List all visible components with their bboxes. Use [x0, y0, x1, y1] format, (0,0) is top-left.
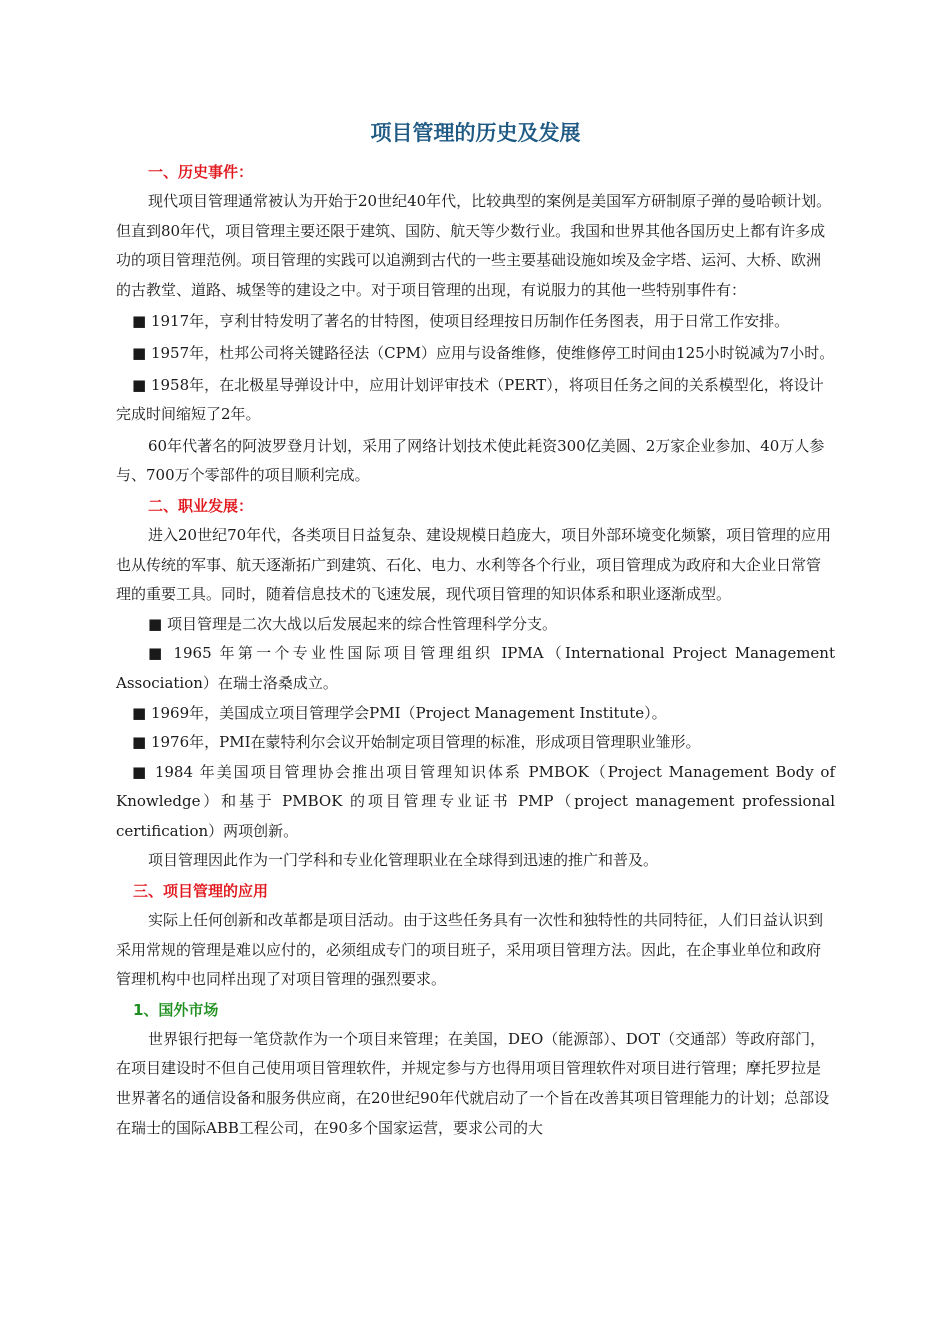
career-bullet-1976: ■ 1976年，PMI在蒙特利尔会议开始制定项目管理的标准，形成项目管理职业雏形。: [132, 733, 701, 752]
application-intro-paragraph: 实际上任何创新和改革都是项目活动。由于这些任务具有一次性和独特性的共同特征，人们日益认识到采用常规的管理是难以应付的，必须组成专门的项目班子，采用项目管理方法。因此，在企事业单位和政府管理机构中也同样出现了对项目管理的强烈要求。: [116, 911, 824, 989]
career-bullet-1984: ■ 1984 年美国项目管理协会推出项目管理知识体系 PMBOK（Project Management Body of Knowledge）和基于 PMBOK 的项目管理专业证书 PMP（project management professional certification）两项创新。: [116, 762, 835, 840]
career-intro-paragraph: 进入20世纪70年代，各类项目日益复杂、建设规模日趋庞大，项目外部环境变化频繁，项目管理的应用也从传统的军事、航天逐渐拓广到建筑、石化、电力、水利等各个行业，项目管理成为政府和大企业日常管理的重要工具。同时，随着信息技术的飞速发展，现代项目管理的知识体系和职业逐渐成型。: [116, 525, 832, 604]
subsection-heading-foreign-market: 1、国外市场: [133, 1000, 219, 1019]
career-bullet-1969: ■ 1969年，美国成立项目管理学会PMI（Project Management Institute）。: [132, 703, 667, 722]
foreign-market-paragraph: 世界银行把每一笔贷款作为一个项目来管理；在美国，DEO（能源部）、DOT（交通部）等政府部门，在项目建设时不但自己使用项目管理软件，并规定参与方也得用项目管理软件对项目进行管理；摩托罗拉是世界著名的通信设备和服务供应商，在20世纪90年代就启动了一个旨在改善其项目管理能力的计划；总部设在瑞士的国际ABB工程公司，在90多个国家运营，要求公司的大: [116, 1029, 830, 1137]
section-heading-history: 一、历史事件：: [148, 163, 254, 181]
history-intro-paragraph: 现代项目管理通常被认为开始于20世纪40年代，比较典型的案例是美国军方研制原子弹的曼哈顿计划。但直到80年代，项目管理主要还限于建筑、国防、航天等少数行业。我国和世界其他各国历史上都有许多成功的项目管理范例。项目管理的实践可以追溯到古代的一些主要基础设施如埃及金字塔、运河、大桥、欧洲的古教堂、道路、城堡等的建设之中。对于项目管理的出现，有说服力的其他一些特别事件有：: [116, 192, 832, 299]
history-bullet-1917: ■ 1917年，亨利甘特发明了著名的甘特图，使项目经理按日历制作任务图表，用于日常工作安排。: [132, 312, 790, 331]
history-bullet-1957: ■ 1957年，杜邦公司将关键路径法（CPM）应用与设备维修，使维修停工时间由125小时锐减为7小时。: [132, 343, 835, 362]
career-bullet-1: ■ 项目管理是二次大战以后发展起来的综合性管理科学分支。: [148, 614, 557, 633]
page-title: 项目管理的历史及发展: [370, 121, 581, 145]
section-heading-career: 二、职业发展：: [148, 496, 254, 515]
career-bullet-1965: ■ 1965 年第一个专业性国际项目管理组织 IPMA（International Project Management Association）在瑞士洛桑成立。: [116, 644, 835, 692]
section-heading-application: 三、项目管理的应用: [133, 882, 269, 901]
career-outro-paragraph: 项目管理因此作为一门学科和专业化管理职业在全球得到迅速的推广和普及。: [148, 851, 659, 870]
history-apollo-paragraph: 60年代著名的阿波罗登月计划，采用了网络计划技术使此耗资300亿美圆、2万家企业参加、40万人参与、700万个零部件的项目顺利完成。: [116, 436, 825, 485]
history-bullet-1958: ■ 1958年，在北极星导弹设计中，应用计划评审技术（PERT），将项目任务之间的关系模型化，将设计完成时间缩短了2年。: [116, 375, 824, 424]
